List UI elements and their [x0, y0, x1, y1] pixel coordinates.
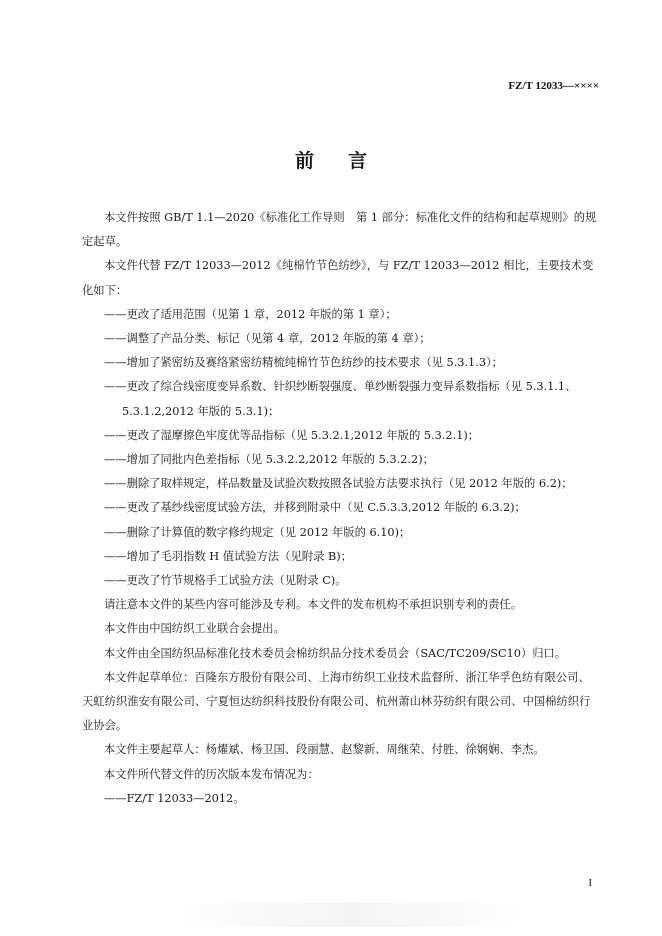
paragraph-drafting-basis-cont: 定起草。 — [82, 235, 128, 249]
change-item: ——调整了产品分类、标记（见第 4 章，2012 年版的第 4 章）； — [104, 332, 431, 346]
change-item: ——更改了湿摩擦色牢度优等品指标（见 5.3.2.1,2012 年版的 5.3.2.1)； — [104, 428, 480, 442]
history-item: ——FZ/T 12033—2012。 — [104, 791, 245, 805]
change-item: ——增加了紧密纺及赛络紧密纺精梳纯棉竹节色纺纱的技术要求（见 5.3.1.3）； — [104, 356, 503, 370]
page-title — [0, 146, 662, 173]
change-item: ——增加了同批内色差指标（见 5.3.2.2,2012 年版的 5.3.2.2)； — [104, 453, 434, 467]
paragraph-drafting-units-cont: 天虹纺织淮安有限公司、宁夏恒达纺织科技股份有限公司、杭州萧山林芬纺织有限公司、中国棉纺织行 — [82, 695, 591, 709]
title-char-1: 前 — [294, 150, 314, 172]
change-item: ——更改了适用范围（见第 1 章，2012 年版的第 1 章）； — [104, 307, 397, 321]
change-item: ——增加了毛羽指数 H 值试验方法（见附录 B)； — [104, 549, 352, 563]
paragraph-patent-notice: 请注意本文件的某些内容可能涉及专利。本文件的发布机构不承担识别专利的责任。 — [104, 598, 522, 612]
change-item-cont: 5.3.1.2,2012 年版的 5.3.1)； — [122, 404, 280, 418]
paragraph-drafting-units-cont: 业协会。 — [82, 719, 128, 733]
change-item: ——删除了计算值的数字修约规定（见 2012 年版的 6.10)； — [104, 525, 411, 539]
paragraph-drafting-basis — [82, 206, 602, 230]
paragraph-replacement: 本文件代替 FZ/T 12033—2012《纯棉竹节色纺纱》，与 FZ/T 12033—2012 相比，主要技术变化如下： — [82, 259, 594, 297]
watermark-band — [160, 903, 540, 927]
paragraph-proposer: 本文件由中国纺织工业联合会提出。 — [104, 622, 285, 636]
change-item: ——删除了取样规定，样品数量及试验次数按照各试验方法要求执行（见 2012 年版的 6.2)； — [104, 477, 573, 491]
paragraph-drafting-units: 本文件起草单位：百隆东方股份有限公司、上海市纺织工业技术监督所、浙江华孚色纺有限公司、 — [104, 670, 590, 684]
page-number: I — [588, 877, 592, 889]
paragraph-committee: 本文件由全国纺织品标准化技术委员会棉纺织品分技术委员会（SAC/TC209/SC10）归口。 — [104, 646, 567, 660]
change-item: ——更改了竹节规格手工试验方法（见附录 C)。 — [104, 574, 347, 588]
paragraph-drafters: 本文件主要起草人：杨燿斌、杨卫国、段丽慧、赵黎新、周继荣、付胜、徐娴娴、李杰。 — [104, 743, 545, 757]
text-line: 本文件按照 GB/T 1.1—2020《标准化工作导则 第 1 部分：标准化文件的结构和起草规则》的规 — [104, 211, 597, 224]
change-item: ——更改了综合线密度变异系数、针织纱断裂强度、单纱断裂强力变异系数指标（见 5.3.1.1、 — [104, 380, 577, 394]
change-item: ——更改了基纱线密度试验方法，并移到附录中（见 C.5.3.3,2012 年版的 6.3.2)； — [104, 501, 526, 515]
title-char-2: 言 — [348, 150, 368, 172]
document-code: FZ/T 12033—×××× — [508, 80, 599, 92]
foreword-body — [82, 206, 602, 811]
paragraph-history: 本文件所代替文件的历次版本发布情况为： — [104, 767, 319, 781]
